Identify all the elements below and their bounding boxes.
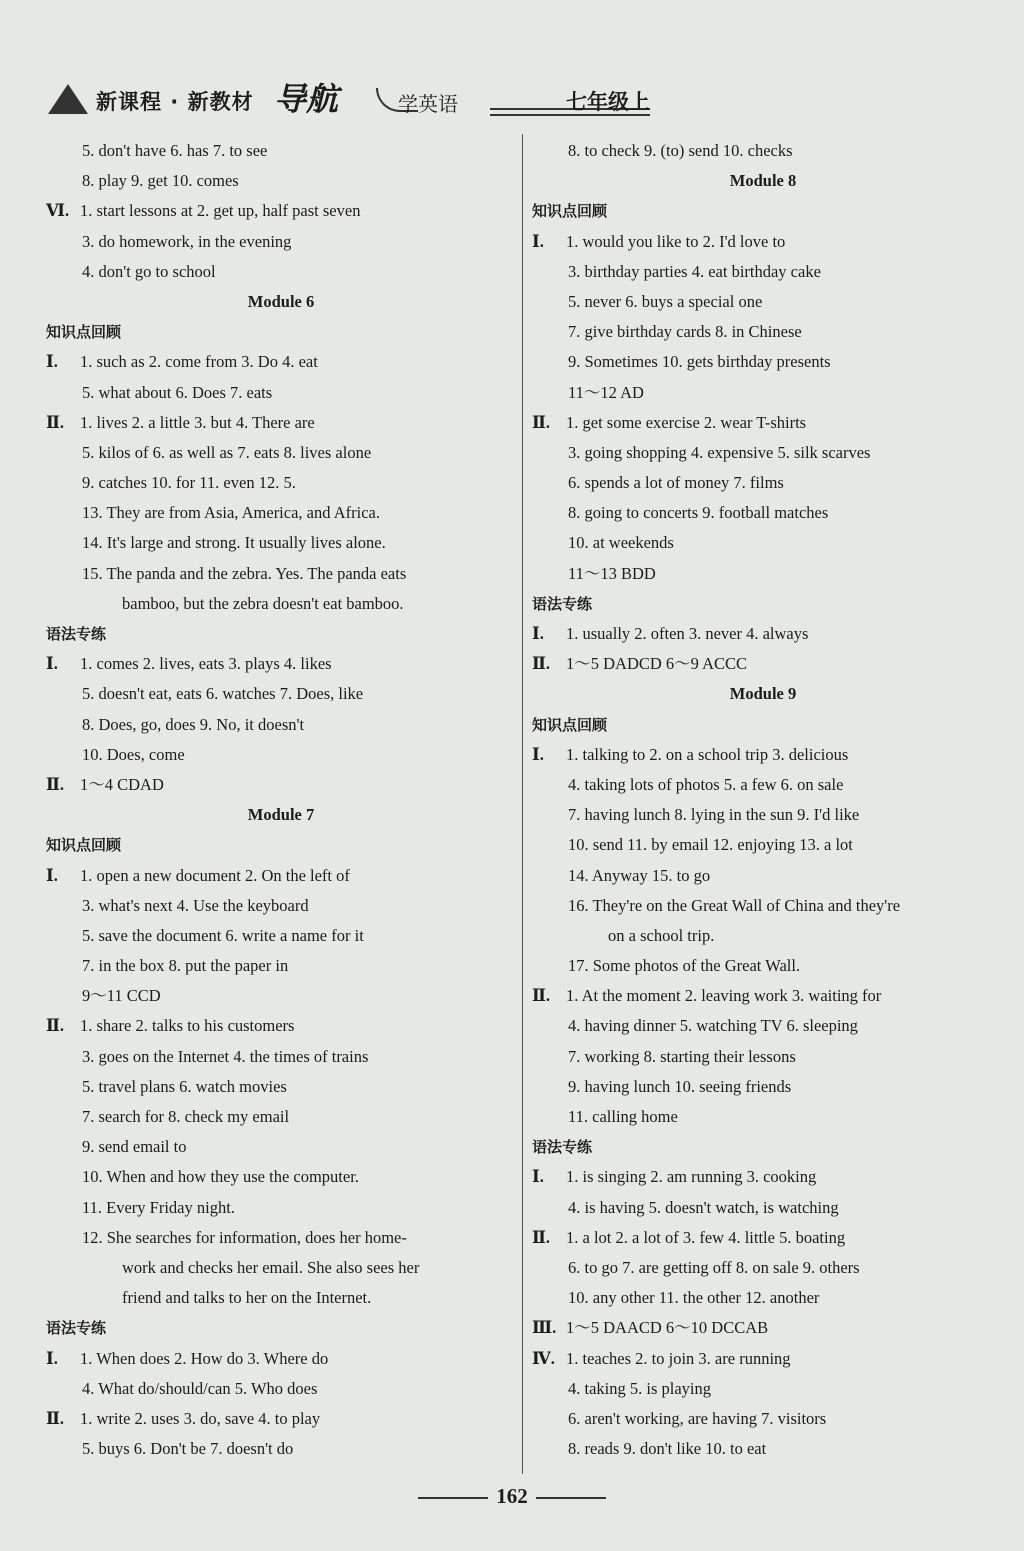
module-heading: Module 7 (247, 805, 315, 825)
answer-text: 1～5 DAACD 6～10 DCCAB (566, 1318, 769, 1338)
answer-text: 1～4 CDAD (80, 774, 164, 794)
answer-line: 5. doesn't eat, eats 6. watches 7. Does, like (82, 684, 364, 704)
answer-line: 7. in the box 8. put the paper in (82, 956, 289, 976)
answer-line (532, 619, 994, 649)
answer-text: 1. is singing 2. am running 3. cooking (566, 1167, 817, 1187)
answer-text: 1. would you like to 2. I'd love to (566, 231, 786, 251)
roman-numeral: Ⅰ. (46, 865, 58, 885)
answer-line (532, 227, 994, 257)
roman-numeral: Ⅰ. (46, 1348, 58, 1368)
answer-line: 4. What do/should/can 5. Who does (82, 1378, 318, 1398)
roman-numeral: Ⅱ. (46, 774, 65, 794)
answer-line (46, 408, 516, 438)
answer-line (532, 981, 994, 1011)
triangle-logo-icon (48, 84, 88, 114)
answer-line: 10. Does, come (82, 744, 185, 764)
answer-line: 17. Some photos of the Great Wall. (568, 956, 801, 976)
roman-numeral: Ⅲ. (532, 1318, 557, 1338)
answer-line: 7. search for 8. check my email (82, 1107, 290, 1126)
roman-numeral: Ⅰ. (532, 231, 544, 251)
subject-title: 学英语 (398, 92, 458, 116)
answer-text: 1. At the moment 2. leaving work 3. waiting for (566, 986, 882, 1006)
roman-numeral: Ⅱ. (46, 1408, 65, 1428)
roman-numeral: Ⅰ. (46, 654, 58, 674)
answer-line: 9～11 CCD (82, 986, 161, 1006)
answer-text: 1. lives 2. a little 3. but 4. There are (80, 412, 315, 432)
section-heading: 知识点回顾 (46, 323, 122, 342)
answer-line: 14. It's large and strong. It usually lives alone. (82, 533, 386, 553)
section-heading: 语法专练 (46, 1319, 107, 1338)
answer-line: 16. They're on the Great Wall of China and they're (568, 895, 901, 915)
roman-numeral: Ⅰ. (46, 352, 58, 372)
answer-line: 9. having lunch 10. seeing friends (568, 1076, 792, 1096)
answer-line: 11. Every Friday night. (82, 1197, 235, 1217)
module-heading: Module 6 (247, 291, 315, 311)
answer-line: 3. going shopping 4. expensive 5. silk scarves (568, 442, 871, 462)
answer-line (532, 649, 994, 679)
roman-numeral: Ⅱ. (46, 1016, 65, 1036)
answer-text: 1. teaches 2. to join 3. are running (566, 1348, 791, 1368)
answer-line (532, 1223, 994, 1253)
answer-text: 1. a lot 2. a lot of 3. few 4. little 5. boating (566, 1227, 846, 1247)
answer-line (46, 347, 516, 377)
answer-line: 3. goes on the Internet 4. the times of trains (82, 1046, 369, 1066)
roman-numeral: Ⅰ. (532, 744, 544, 764)
answer-line (532, 1313, 994, 1343)
answer-line: 9. catches 10. for 11. even 12. 5. (82, 473, 296, 493)
answer-line: work and checks her email. She also sees her (122, 1257, 420, 1277)
roman-numeral: Ⅳ. (532, 1348, 555, 1368)
roman-numeral: Ⅱ. (532, 654, 551, 674)
answer-line: 3. birthday parties 4. eat birthday cake (568, 261, 821, 281)
answer-line: 3. do homework, in the evening (82, 231, 292, 251)
answer-text: 1. open a new document 2. On the left of (80, 865, 350, 885)
answer-line (46, 1404, 516, 1434)
answer-line (532, 1344, 994, 1374)
page-header (40, 74, 680, 124)
answer-text: 1. When does 2. How do 3. Where do (80, 1348, 329, 1368)
answer-line: 15. The panda and the zebra. Yes. The panda eats (82, 563, 407, 583)
answer-line: 4. taking 5. is playing (568, 1378, 711, 1398)
module-heading: Module 9 (729, 684, 797, 704)
page-footer (0, 1484, 1024, 1509)
answer-line (532, 740, 994, 770)
answer-line: 10. at weekends (568, 533, 674, 553)
answer-line: 10. When and how they use the computer. (82, 1167, 359, 1187)
answer-line: 4. don't go to school (82, 261, 216, 281)
answer-line: 8. Does, go, does 9. No, it doesn't (82, 714, 305, 734)
page-number: 162 (496, 1484, 528, 1508)
answer-text: 1. comes 2. lives, eats 3. plays 4. likes (80, 654, 332, 674)
answer-line: 10. any other 11. the other 12. another (568, 1288, 820, 1308)
answer-line (46, 649, 516, 679)
answer-line (46, 1011, 516, 1041)
answer-line: 3. what's next 4. Use the keyboard (82, 895, 309, 915)
right-column (532, 136, 994, 1464)
answer-text: 1. usually 2. often 3. never 4. always (566, 624, 809, 643)
answer-text: 1～5 DADCD 6～9 ACCC (566, 654, 748, 674)
answer-line: bamboo, but the zebra doesn't eat bamboo. (122, 593, 404, 613)
answer-line: 5. what about 6. Does 7. eats (82, 382, 273, 402)
answer-line: 8. play 9. get 10. comes (82, 171, 239, 191)
roman-numeral: Ⅰ. (532, 1167, 544, 1187)
answer-line (532, 1162, 994, 1192)
answer-text: 1. start lessons at 2. get up, half past seven (80, 201, 361, 221)
answer-text: 1. talking to 2. on a school trip 3. delicious (566, 744, 849, 764)
section-heading: 知识点回顾 (532, 715, 608, 734)
answer-line: 5. travel plans 6. watch movies (82, 1076, 287, 1096)
roman-numeral: Ⅱ. (46, 412, 65, 432)
section-heading: 知识点回顾 (46, 836, 122, 855)
left-ornament (418, 1497, 488, 1499)
roman-numeral: Ⅰ. (532, 624, 544, 643)
answer-line: 5. never 6. buys a special one (568, 291, 763, 311)
answer-line: 8. going to concerts 9. football matches (568, 503, 829, 523)
answer-line: 9. send email to (82, 1137, 187, 1157)
answer-line: 11. calling home (568, 1107, 678, 1126)
right-ornament (536, 1497, 606, 1499)
series-title: 新课程 · 新教材 (96, 90, 254, 114)
answer-line: 5. save the document 6. write a name for it (82, 925, 364, 945)
brand-logo: 导航 (274, 80, 339, 118)
module-heading: Module 8 (729, 171, 797, 191)
answer-line: 7. give birthday cards 8. in Chinese (568, 322, 802, 342)
answer-line: friend and talks to her on the Internet. (122, 1288, 372, 1308)
answer-line: 11～12 AD (568, 382, 644, 402)
answer-line: 6. spends a lot of money 7. films (568, 473, 784, 493)
answer-text: 1. get some exercise 2. wear T-shirts (566, 412, 807, 432)
answer-line: 7. having lunch 8. lying in the sun 9. I'd like (568, 805, 860, 825)
column-divider (522, 134, 523, 1474)
answer-line: 4. having dinner 5. watching TV 6. sleeping (568, 1016, 858, 1036)
answer-line (46, 770, 516, 800)
answer-line: 8. reads 9. don't like 10. to eat (568, 1439, 767, 1459)
section-heading: 语法专练 (46, 625, 107, 643)
answer-text: 1. such as 2. come from 3. Do 4. eat (80, 352, 318, 372)
roman-numeral: Ⅱ. (532, 412, 551, 432)
answer-line: 6. to go 7. are getting off 8. on sale 9. others (568, 1257, 860, 1277)
answer-line: 4. is having 5. doesn't watch, is watching (568, 1197, 839, 1217)
answer-line: 6. aren't working, are having 7. visitors (568, 1408, 827, 1428)
answer-line: 11～13 BDD (568, 563, 656, 583)
section-heading: 语法专练 (532, 594, 593, 613)
answer-line: 9. Sometimes 10. gets birthday presents (568, 352, 831, 372)
answer-line: on a school trip. (608, 925, 715, 945)
answer-line: 4. taking lots of photos 5. a few 6. on sale (568, 774, 844, 794)
answer-line: 5. buys 6. Don't be 7. doesn't do (82, 1439, 294, 1459)
answer-line (46, 196, 516, 226)
answer-line: 8. to check 9. (to) send 10. checks (568, 141, 793, 160)
answer-line: 12. She searches for information, does her home- (82, 1227, 407, 1247)
answer-line: 13. They are from Asia, America, and Africa. (82, 503, 380, 523)
answer-line: 5. don't have 6. has 7. to see (82, 141, 268, 160)
answer-line (46, 1344, 516, 1374)
answer-line (532, 408, 994, 438)
answer-text: 1. share 2. talks to his customers (80, 1016, 295, 1036)
answer-line (46, 861, 516, 891)
answer-line: 7. working 8. starting their lessons (568, 1046, 796, 1066)
answer-line: 5. kilos of 6. as well as 7. eats 8. lives alone (82, 442, 372, 462)
roman-numeral: Ⅱ. (532, 986, 551, 1006)
answer-text: 1. write 2. uses 3. do, save 4. to play (80, 1408, 321, 1428)
answer-line: 14. Anyway 15. to go (568, 865, 711, 885)
section-heading: 知识点回顾 (532, 202, 608, 221)
left-column (46, 136, 516, 1464)
roman-numeral: Ⅱ. (532, 1227, 551, 1247)
roman-numeral: Ⅵ. (46, 201, 70, 221)
answer-line: 10. send 11. by email 12. enjoying 13. a lot (568, 835, 853, 855)
grade-title: 七年级上 (566, 90, 650, 114)
section-heading: 语法专练 (532, 1138, 593, 1157)
